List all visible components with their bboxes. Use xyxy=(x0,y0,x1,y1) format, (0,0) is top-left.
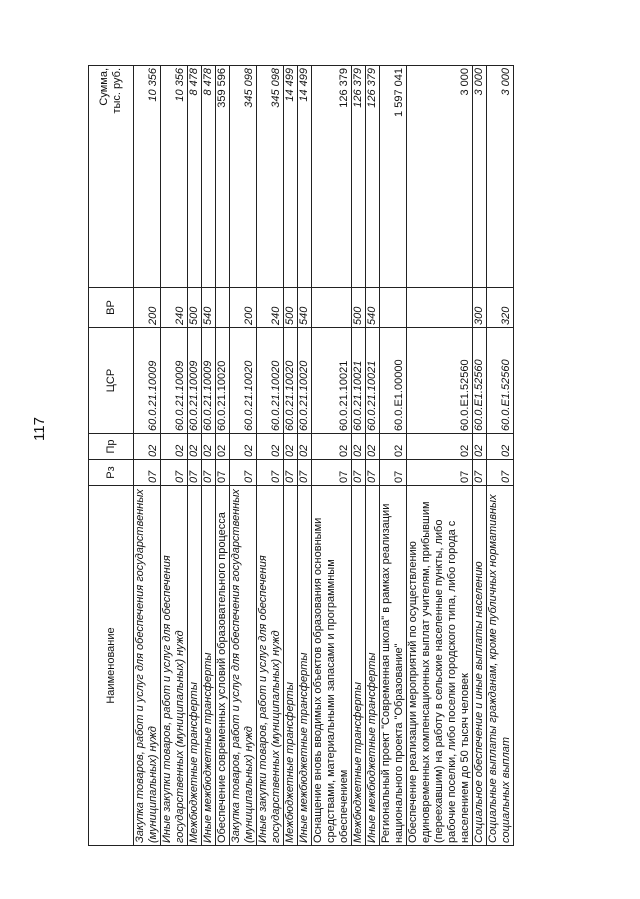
table-row xyxy=(134,66,161,846)
cell-rz: 07 xyxy=(161,460,188,486)
header-vr: ВР xyxy=(89,288,134,328)
cell-vr: 300 xyxy=(473,288,487,328)
cell-pr: 02 xyxy=(366,434,380,460)
cell-name: Социальные выплаты гражданам, кроме публичных нормативных социальных выплат xyxy=(487,486,514,846)
cell-vr: 200 xyxy=(230,288,257,328)
header-sum-line1: Сумма, xyxy=(98,68,110,106)
cell-csr: 60.0.E1.52560 xyxy=(407,328,473,434)
cell-csr: 60.0.21.10020 xyxy=(216,328,230,434)
table-header-row xyxy=(89,66,134,846)
table-row xyxy=(257,66,284,846)
cell-pr: 02 xyxy=(161,434,188,460)
cell-rz: 07 xyxy=(134,460,161,486)
cell-name: Межбюджетные трансферты xyxy=(352,486,366,846)
cell-sum: 3 000 xyxy=(487,66,514,288)
cell-name: Региональный проект "Современная школа" в рамках реализации национального проекта "Образование" xyxy=(380,486,407,846)
cell-name: Социальное обеспечение и иные выплаты населению xyxy=(473,486,487,846)
header-name: Наименование xyxy=(89,486,134,846)
cell-sum: 345 098 xyxy=(257,66,284,288)
cell-csr: 60.0.21.10009 xyxy=(188,328,202,434)
cell-sum: 8 478 xyxy=(202,66,216,288)
cell-csr: 60.0.21.10020 xyxy=(298,328,312,434)
cell-pr: 02 xyxy=(298,434,312,460)
header-sum-line2: тыс. руб. xyxy=(111,68,123,114)
cell-vr: 240 xyxy=(161,288,188,328)
cell-rz: 07 xyxy=(284,460,298,486)
cell-pr: 02 xyxy=(257,434,284,460)
cell-csr: 60.0.21.10020 xyxy=(230,328,257,434)
cell-csr: 60.0.E1.00000 xyxy=(380,328,407,434)
cell-rz: 07 xyxy=(188,460,202,486)
cell-sum: 345 098 xyxy=(230,66,257,288)
header-rz: Рз xyxy=(89,460,134,486)
table-row xyxy=(230,66,257,846)
cell-pr: 02 xyxy=(230,434,257,460)
cell-pr: 02 xyxy=(487,434,514,460)
cell-rz: 07 xyxy=(473,460,487,486)
cell-vr: 500 xyxy=(284,288,298,328)
cell-name: Обеспечение современных условий образовательного процесса xyxy=(216,486,230,846)
cell-sum: 14 499 xyxy=(298,66,312,288)
cell-rz: 07 xyxy=(352,460,366,486)
cell-pr: 02 xyxy=(284,434,298,460)
budget-table-container xyxy=(88,66,611,846)
cell-vr: 240 xyxy=(257,288,284,328)
cell-csr: 60.0.21.10021 xyxy=(352,328,366,434)
cell-vr xyxy=(380,288,407,328)
cell-name: Межбюджетные трансферты xyxy=(188,486,202,846)
table-row xyxy=(188,66,202,846)
cell-pr: 02 xyxy=(473,434,487,460)
cell-sum: 359 596 xyxy=(216,66,230,288)
table-row xyxy=(487,66,514,846)
cell-csr: 60.0.E1.52560 xyxy=(473,328,487,434)
cell-name: Иные закупки товаров, работ и услуг для обеспечения государственных (муниципальных) нужд xyxy=(161,486,188,846)
cell-name: Иные межбюджетные трансферты xyxy=(366,486,380,846)
cell-name: Иные межбюджетные трансферты xyxy=(298,486,312,846)
cell-rz: 07 xyxy=(230,460,257,486)
cell-sum: 3 000 xyxy=(473,66,487,288)
table-row xyxy=(352,66,366,846)
table-row xyxy=(407,66,473,846)
cell-sum: 8 478 xyxy=(188,66,202,288)
table-row xyxy=(312,66,352,846)
cell-rz: 07 xyxy=(487,460,514,486)
cell-csr: 60.0.21.10021 xyxy=(366,328,380,434)
cell-vr: 320 xyxy=(487,288,514,328)
cell-name: Закупка товаров, работ и услуг для обеспечения государственных (муниципальных) нужд xyxy=(134,486,161,846)
table-row xyxy=(202,66,216,846)
cell-vr xyxy=(312,288,352,328)
cell-pr: 02 xyxy=(188,434,202,460)
page-number: 117 xyxy=(31,417,48,441)
cell-rz: 07 xyxy=(216,460,230,486)
cell-vr xyxy=(407,288,473,328)
cell-vr: 500 xyxy=(188,288,202,328)
cell-csr: 60.0.21.10009 xyxy=(161,328,188,434)
cell-pr: 02 xyxy=(216,434,230,460)
cell-name: Обеспечение реализации мероприятий по осуществлению единовременных компенсационных выплат учителям, прибывшим (переехавшим) на работу в сельские населенные пункты, либо рабочие поселки, либо поселки городского типа, либо города с населением до 50 тысяч человек xyxy=(407,486,473,846)
table-row xyxy=(366,66,380,846)
cell-sum: 10 356 xyxy=(161,66,188,288)
table-row xyxy=(473,66,487,846)
cell-csr: 60.0.21.10009 xyxy=(202,328,216,434)
budget-table xyxy=(88,65,514,846)
cell-name: Межбюджетные трансферты xyxy=(284,486,298,846)
cell-sum: 3 000 xyxy=(407,66,473,288)
cell-rz: 07 xyxy=(202,460,216,486)
cell-sum: 126 379 xyxy=(312,66,352,288)
cell-csr: 60.0.E1.52560 xyxy=(487,328,514,434)
cell-pr: 02 xyxy=(407,434,473,460)
table-row xyxy=(284,66,298,846)
cell-sum: 126 379 xyxy=(366,66,380,288)
cell-name: Иные закупки товаров, работ и услуг для обеспечения государственных (муниципальных) нужд xyxy=(257,486,284,846)
cell-pr: 02 xyxy=(202,434,216,460)
cell-sum: 126 379 xyxy=(352,66,366,288)
cell-vr xyxy=(216,288,230,328)
table-row xyxy=(216,66,230,846)
cell-pr: 02 xyxy=(312,434,352,460)
cell-sum: 14 499 xyxy=(284,66,298,288)
cell-name: Оснащение вновь вводимых объектов образования основными средствами, материальными запасами и программным обеспечением xyxy=(312,486,352,846)
cell-rz: 07 xyxy=(366,460,380,486)
cell-vr: 540 xyxy=(366,288,380,328)
cell-pr: 02 xyxy=(380,434,407,460)
cell-rz: 07 xyxy=(407,460,473,486)
cell-name: Иные межбюджетные трансферты xyxy=(202,486,216,846)
cell-vr: 200 xyxy=(134,288,161,328)
table-row xyxy=(161,66,188,846)
cell-name: Закупка товаров, работ и услуг для обеспечения государственных (муниципальных) нужд xyxy=(230,486,257,846)
cell-pr: 02 xyxy=(134,434,161,460)
cell-rz: 07 xyxy=(312,460,352,486)
cell-vr: 540 xyxy=(202,288,216,328)
cell-csr: 60.0.21.10020 xyxy=(257,328,284,434)
header-sum xyxy=(89,66,134,288)
header-pr: Пр xyxy=(89,434,134,460)
cell-csr: 60.0.21.10020 xyxy=(284,328,298,434)
header-csr: ЦСР xyxy=(89,328,134,434)
cell-sum: 1 597 041 xyxy=(380,66,407,288)
cell-rz: 07 xyxy=(257,460,284,486)
cell-vr: 540 xyxy=(298,288,312,328)
cell-sum: 10 356 xyxy=(134,66,161,288)
table-row xyxy=(298,66,312,846)
cell-rz: 07 xyxy=(380,460,407,486)
cell-csr: 60.0.21.10021 xyxy=(312,328,352,434)
cell-rz: 07 xyxy=(298,460,312,486)
table-row xyxy=(380,66,407,846)
cell-vr: 500 xyxy=(352,288,366,328)
cell-csr: 60.0.21.10009 xyxy=(134,328,161,434)
cell-pr: 02 xyxy=(352,434,366,460)
